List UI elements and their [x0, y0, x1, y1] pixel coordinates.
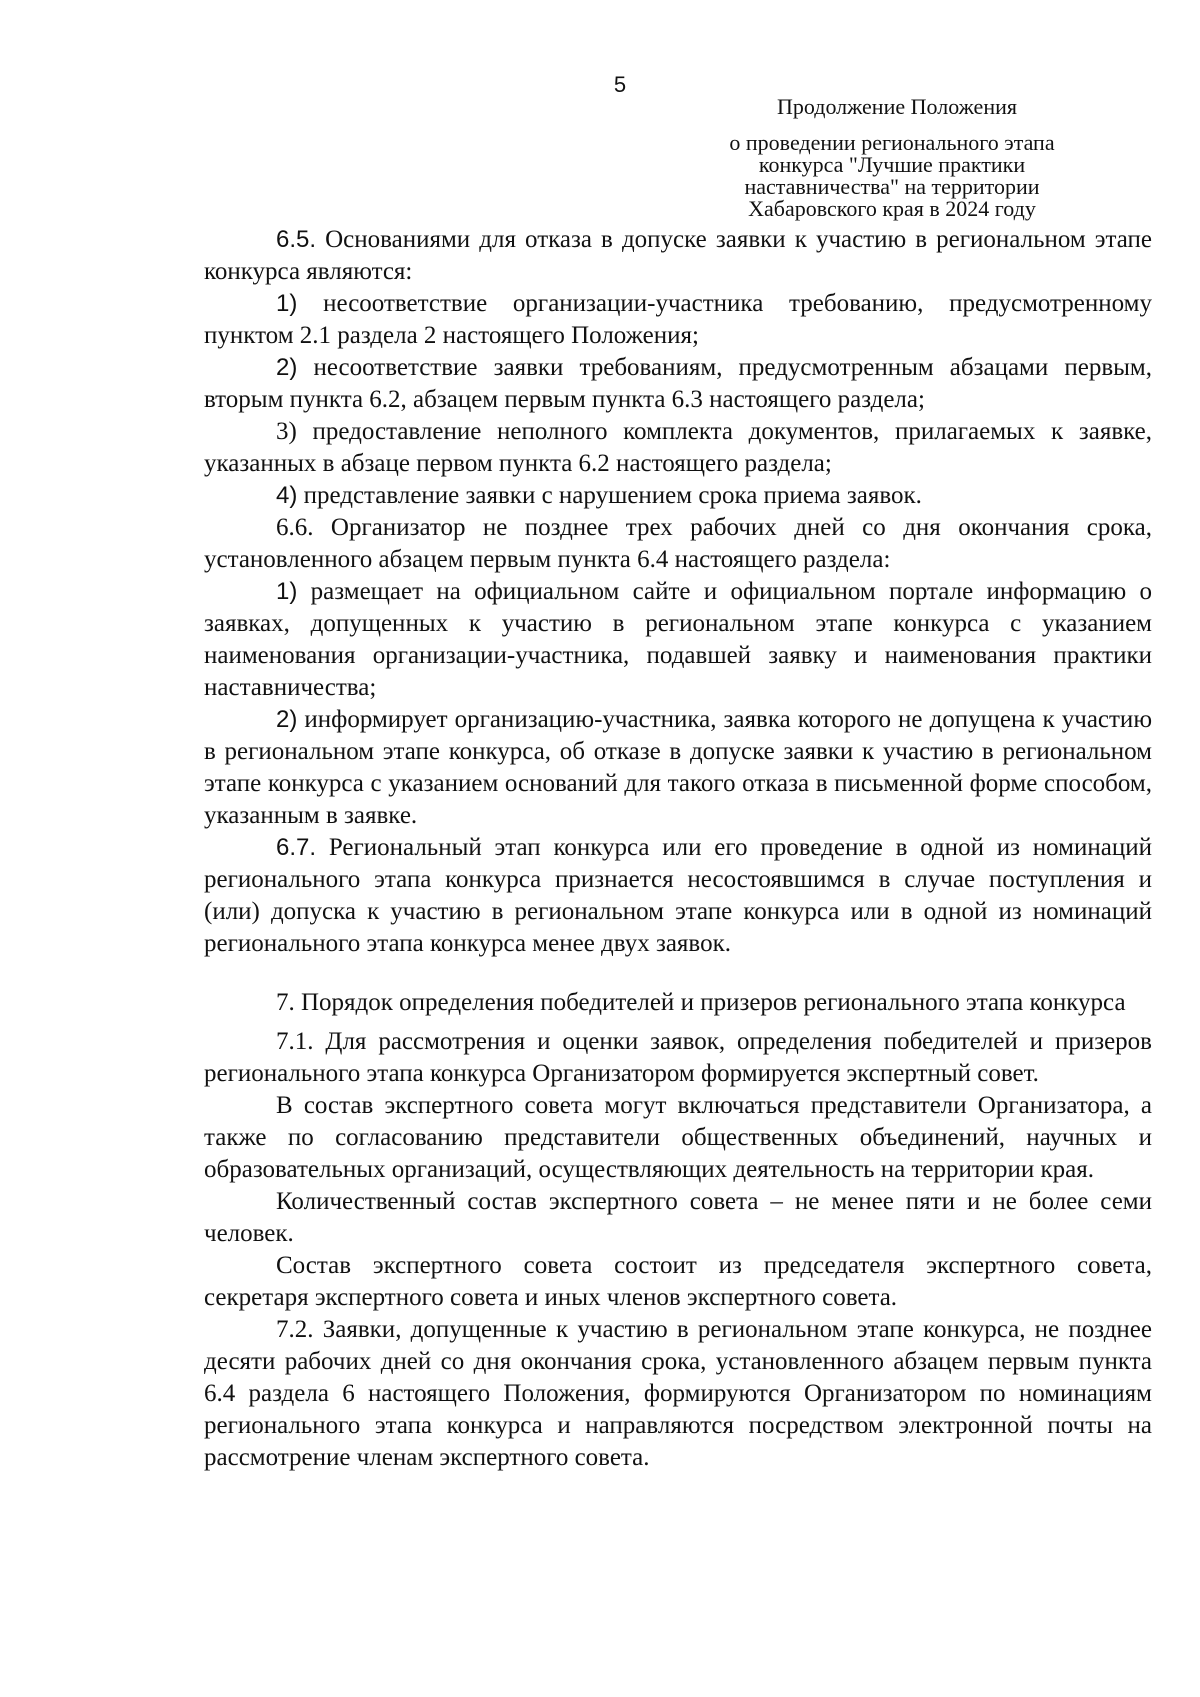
list-item: [204, 416, 1152, 480]
paragraph-text: Основаниями для отказа в допуске заявки к участию в региональном этапе конкурса являются:: [204, 226, 1152, 285]
paragraph-text: Региональный этап конкурса или его проведение в одной из номинаций регионального этапа конкурса признается несостоявшимся в случае поступления и (или) допуска к участию в региональном этапе конкурса или в одной из номинаций регионального этапа конкурса менее двух заявок.: [204, 834, 1152, 957]
paragraph-number: 6.5.: [276, 226, 317, 253]
paragraph-number: 6.6.: [276, 514, 314, 541]
paragraph-6-7: [204, 832, 1152, 960]
page-number: 5: [613, 72, 627, 97]
list-item-text: несоответствие заявки требованиям, предусмотренным абзацами первым, вторым пункта 6.2, абзацем первым пункта 6.3 настоящего раздела;: [204, 354, 1152, 413]
document-body: [204, 224, 1152, 1474]
paragraph: Состав экспертного совета состоит из председателя экспертного совета, секретаря экспертного совета и иных членов экспертного совета.: [204, 1252, 1152, 1311]
list-item-text: размещает на официальном сайте и официальном портале информацию о заявках, допущенных к участию в региональном этапе конкурса с указанием наименования организации-участника, подавшей заявку и наименования практики наставничества;: [204, 578, 1152, 701]
list-item: [204, 704, 1152, 832]
paragraph-number: 6.7.: [276, 834, 317, 861]
list-item-number: 1): [276, 578, 298, 605]
list-item-text: представление заявки с нарушением срока приема заявок.: [297, 482, 922, 509]
list-item-text: несоответствие организации-участника требованию, предусмотренному пунктом 2.1 раздела 2 настоящего Положения;: [204, 290, 1152, 349]
list-item-number: 2): [276, 706, 298, 733]
paragraph-7-2: 7.2. Заявки, допущенные к участию в региональном этапе конкурса, не позднее десяти рабочих дней со дня окончания срока, установленного абзацем первым пункта 6.4 раздела 6 настоящего Положения, формируются Организатором по номинациям регионального этапа конкурса и направляются посредством электронной почты на рассмотрение членам экспертного совета.: [204, 1316, 1152, 1471]
list-item: [204, 576, 1152, 704]
header-title: Продолжение Положения: [777, 94, 1017, 119]
list-item: [204, 352, 1152, 416]
header-subtitle: о проведении регионального этапа конкурса "Лучшие практики наставничества" на территории Хабаровского края в 2024 году: [729, 130, 1055, 221]
paragraph-7-1: 7.1. Для рассмотрения и оценки заявок, определения победителей и призеров регионального этапа конкурса Организатором формируется экспертный совет.: [204, 1028, 1152, 1087]
list-item-number: 2): [276, 354, 298, 381]
document-header: [712, 96, 1072, 220]
paragraph: Количественный состав экспертного совета – не менее пяти и не более семи человек.: [204, 1188, 1152, 1247]
section-heading: 7. Порядок определения победителей и призеров регионального этапа конкурса: [276, 989, 1126, 1016]
list-item: [204, 288, 1152, 352]
paragraph: В состав экспертного совета могут включаться представители Организатора, а также по согласованию представители общественных объединений, научных и образовательных организаций, осуществляющих деятельность на территории края.: [204, 1092, 1152, 1183]
list-item: [204, 480, 1152, 512]
list-item-number: 3): [276, 418, 297, 445]
paragraph-text: Организатор не позднее трех рабочих дней со дня окончания срока, установленного абзацем первым пункта 6.4 настоящего раздела:: [204, 514, 1152, 573]
list-item-number: 1): [276, 290, 298, 317]
list-item-number: 4): [276, 482, 298, 509]
paragraph-6-6: [204, 512, 1152, 576]
paragraph-6-5: [204, 224, 1152, 288]
list-item-text: предоставление неполного комплекта документов, прилагаемых к заявке, указанных в абзаце первом пункта 6.2 настоящего раздела;: [204, 418, 1152, 477]
list-item-text: информирует организацию-участника, заявка которого не допущена к участию в региональном этапе конкурса, об отказе в допуске заявки к участию в региональном этапе конкурса с указанием оснований для такого отказа в письменной форме способом, указанным в заявке.: [204, 706, 1152, 829]
